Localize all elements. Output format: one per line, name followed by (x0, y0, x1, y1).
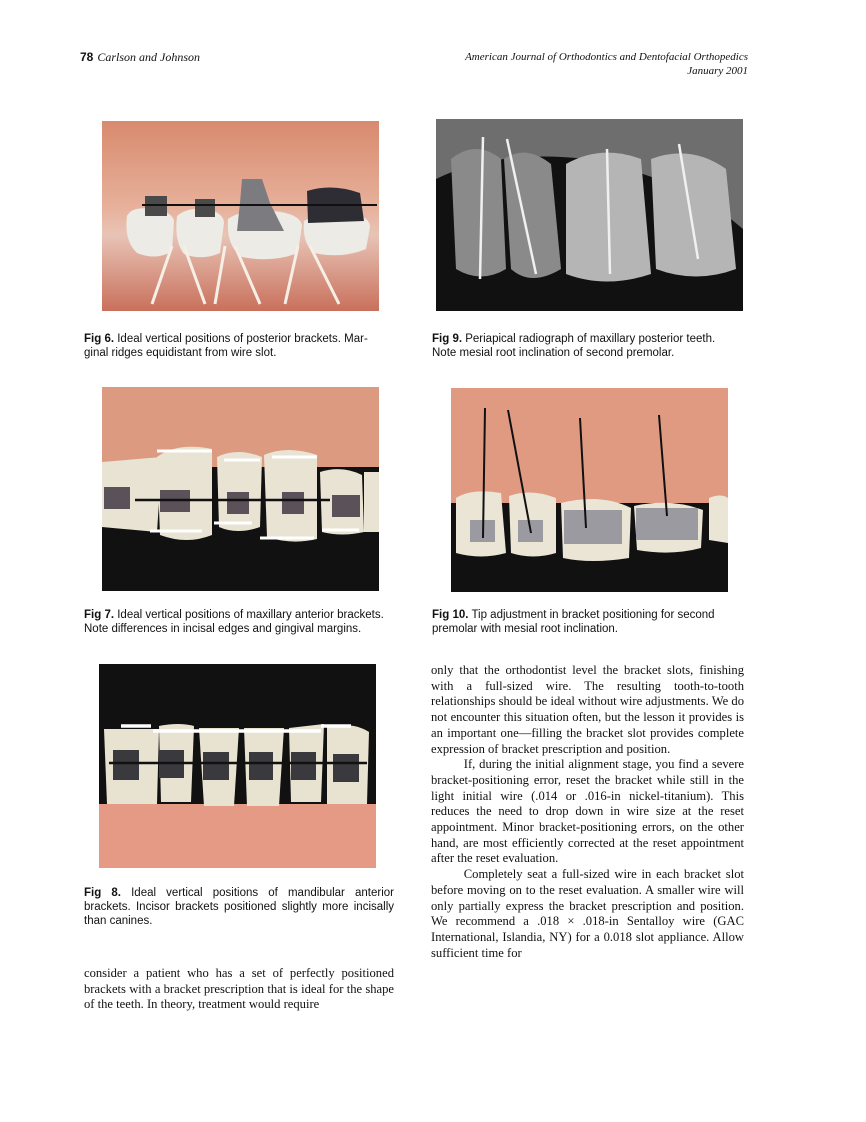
figure-8-caption: Fig 8. Ideal vertical positions of mandibular anterior brackets. Incisor brackets positioned slightly more incisally than canines. (84, 887, 394, 927)
right-column-text (431, 663, 744, 961)
figure-label: Fig 7. (84, 609, 115, 621)
figure-label: Fig 10. (432, 609, 469, 621)
issue-date: January 2001 (687, 65, 748, 77)
paragraph: consider a patient who has a set of perfectly positioned brackets with a bracket prescription that is ideal for the shape of the teeth. In theory, treatment would require (84, 966, 394, 1012)
page-number: 78 (80, 50, 94, 64)
left-column-text (84, 966, 394, 1013)
figure-10-caption: Fig 10. Tip adjustment in bracket positioning for second premolar with mesial root inclination. (432, 609, 715, 635)
figure-10-image (451, 388, 728, 592)
paragraph: If, during the initial alignment stage, you find a severe bracket-positioning error, reset the bracket while still in the light initial wire (.014 or .016-in nickel-titanium). This reduces the need to drop down in wire size at the reset appointment. Minor bracket-positioning errors, on the other hand, are most efficiently corrected at the reset appointment after the reset evaluation. (431, 757, 744, 866)
figure-7-image (102, 387, 379, 591)
figure-6-caption: Fig 6. Ideal vertical positions of posterior brackets. Mar- ginal ridges equidistant from wire slot. (84, 333, 368, 359)
figure-label: Fig 6. (84, 333, 115, 345)
running-header-right (465, 50, 748, 78)
figure-label: Fig 8. (84, 887, 121, 899)
figure-8-image (99, 664, 376, 868)
paragraph: only that the orthodontist level the bracket slots, finishing with a full-sized wire. The resulting tooth-to-tooth relationships should be ideal without wire adjustments. We do not encounter this situation often, but the lesson it provides is an important one—filling the bracket slot provides complete expression of bracket prescription and position. (431, 663, 744, 756)
authors: Carlson and Johnson (97, 50, 201, 64)
figure-label: Fig 9. (432, 333, 463, 345)
figure-7-caption: Fig 7. Ideal vertical positions of maxillary anterior brackets. Note differences in incisal edges and gingival margins. (84, 609, 384, 635)
running-header-left (80, 50, 200, 65)
figure-9-caption: Fig 9. Periapical radiograph of maxillary posterior teeth. Note mesial root inclination of second premolar. (432, 333, 716, 359)
figure-6-image (102, 121, 379, 311)
journal-title: American Journal of Orthodontics and Dentofacial Orthopedics (465, 51, 748, 63)
paragraph: Completely seat a full-sized wire in each bracket slot before moving on to the reset evaluation. A smaller wire will only partially express the bracket prescription and position. We recommend a .018 × .018-in Sentalloy wire (GAC International, Islandia, NY) for a 0.018 slot appliance. Allow sufficient time for (431, 867, 744, 960)
figure-9-image (436, 119, 743, 311)
